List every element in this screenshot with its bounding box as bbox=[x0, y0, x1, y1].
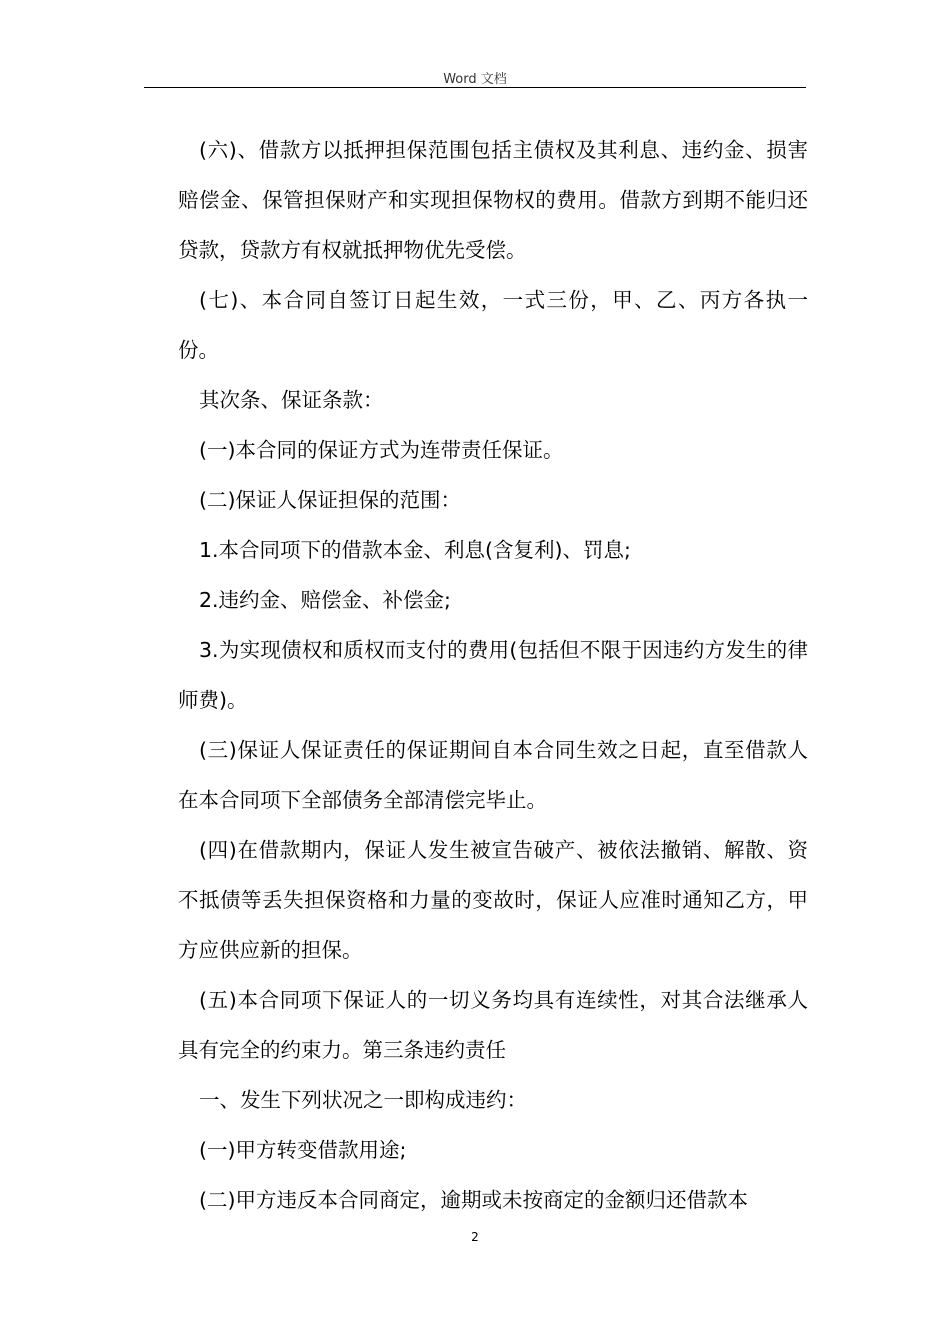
document-body bbox=[178, 125, 808, 1225]
paragraph: (六)、借款方以抵押担保范围包括主债权及其利息、违约金、损害赔偿金、保管担保财产和实现担保物权的费用。借款方到期不能归还贷款，贷款方有权就抵押物优先受偿。 bbox=[178, 138, 808, 262]
paragraph: (一)本合同的保证方式为连带责任保证。 bbox=[199, 438, 564, 462]
paragraph: 3.为实现债权和质权而支付的费用(包括但不限于因违约方发生的律师费)。 bbox=[178, 638, 808, 712]
paragraph: (二)甲方违反本合同商定，逾期或未按商定的金额归还借款本 bbox=[199, 1188, 748, 1212]
page-number: 2 bbox=[471, 1230, 479, 1244]
header-divider bbox=[144, 87, 806, 88]
paragraph: (四)在借款期内，保证人发生被宣告破产、被依法撤销、解散、资不抵债等丢失担保资格和力量的变故时，保证人应准时通知乙方，甲方应供应新的担保。 bbox=[178, 838, 808, 962]
paragraph: 1.本合同项下的借款本金、利息(含复利)、罚息; bbox=[199, 538, 631, 562]
paragraph: (三)保证人保证责任的保证期间自本合同生效之日起，直至借款人在本合同项下全部债务全部清偿完毕止。 bbox=[178, 738, 808, 812]
paragraph: (五)本合同项下保证人的一切义务均具有连续性，对其合法继承人具有完全的约束力。第三条违约责任 bbox=[178, 988, 808, 1062]
paragraph: (七)、本合同自签订日起生效，一式三份，甲、乙、丙方各执一份。 bbox=[178, 288, 808, 362]
paragraph: (一)甲方转变借款用途; bbox=[199, 1138, 407, 1162]
page-header: Word 文档 bbox=[443, 72, 507, 87]
paragraph: 一、发生下列状况之一即构成违约： bbox=[199, 1088, 527, 1112]
paragraph: (二)保证人保证担保的范围： bbox=[199, 488, 461, 512]
paragraph: 其次条、保证条款： bbox=[199, 388, 384, 412]
paragraph: 2.违约金、赔偿金、补偿金; bbox=[199, 588, 451, 612]
